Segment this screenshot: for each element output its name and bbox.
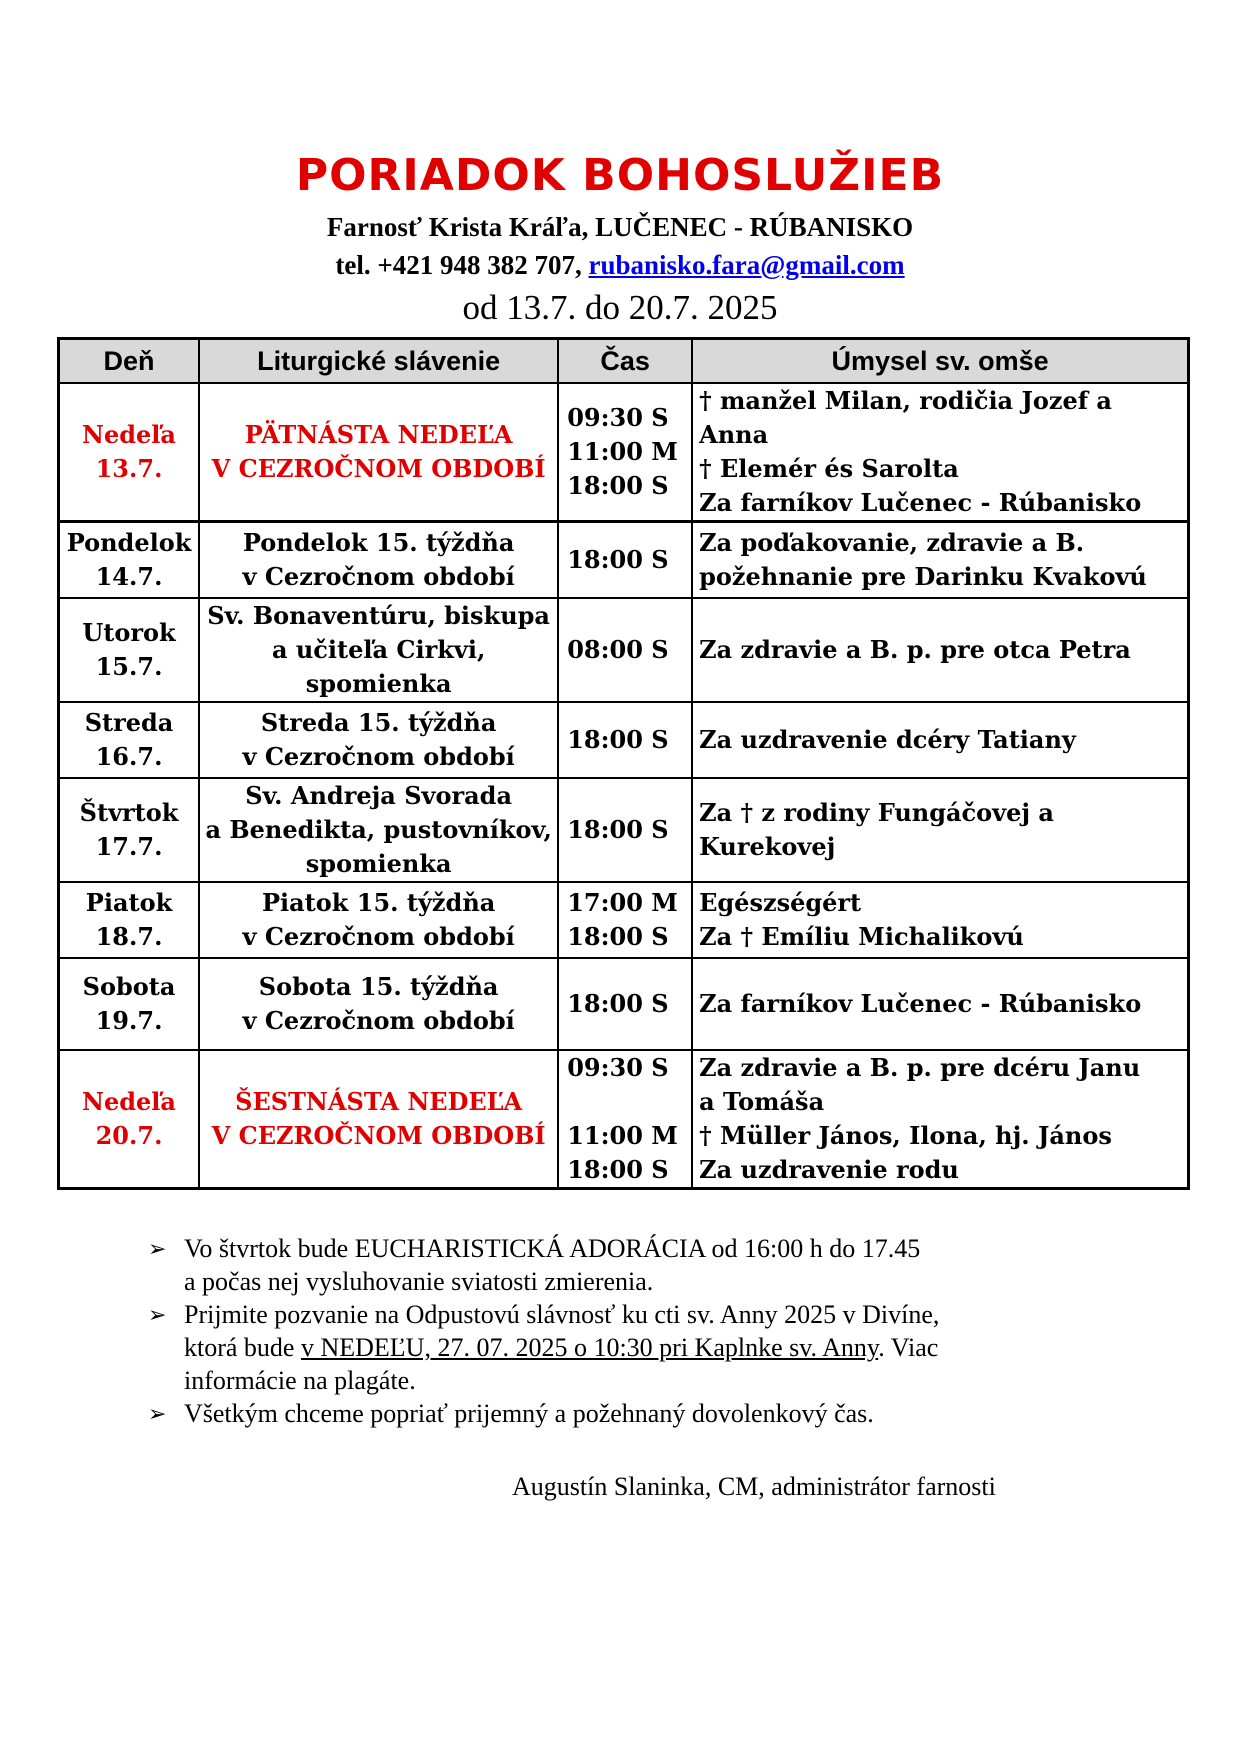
day-cell xyxy=(59,383,200,522)
mass-time: 09:30 S xyxy=(567,1052,669,1082)
contact-line xyxy=(0,250,1240,281)
day-date: 16.7. xyxy=(95,741,163,771)
liturgy-cell xyxy=(199,778,558,882)
mass-time: 18:00 S xyxy=(567,544,669,574)
note-text-line xyxy=(184,1331,1078,1364)
liturgy-line: v Cezročnom období xyxy=(242,921,515,951)
liturgy-cell xyxy=(199,1050,558,1189)
day-name: Streda xyxy=(84,707,174,737)
intention-line: Za farníkov Lučenec - Rúbanisko xyxy=(699,988,1142,1018)
intention-line: Kurekovej xyxy=(699,831,836,861)
intention-line: † manžel Milan, rodičia Jozef a Anna xyxy=(699,386,1112,449)
note-text: . Viac xyxy=(878,1333,939,1362)
phone-number: tel. +421 948 382 707, xyxy=(335,250,582,280)
day-date: 18.7. xyxy=(95,921,163,951)
note-text: ktorá bude xyxy=(184,1333,301,1362)
page-title: PORIADOK BOHOSLUŽIEB xyxy=(295,150,945,201)
header-liturgy: Liturgické slávenie xyxy=(199,339,558,384)
date-range: od 13.7. do 20.7. 2025 xyxy=(462,288,778,327)
day-cell xyxy=(59,1050,200,1189)
day-name: Piatok xyxy=(85,887,173,917)
day-date: 19.7. xyxy=(95,1005,163,1035)
day-name: Utorok xyxy=(82,617,176,647)
intention-line: Za † z rodiny Fungáčovej a xyxy=(699,797,1054,827)
liturgy-line: ŠESTNÁSTA NEDEĽA xyxy=(235,1086,523,1116)
intention-line: † Elemér és Sarolta xyxy=(699,454,959,483)
time-cell xyxy=(558,702,692,778)
liturgy-line: v Cezročnom období xyxy=(242,561,515,591)
table-row xyxy=(59,598,1189,702)
schedule-table xyxy=(57,337,1190,1190)
note-text: a počas nej vysluhovanie sviatosti zmierenia. xyxy=(184,1267,654,1296)
note-text: Prijmite pozvanie na Odpustovú slávnosť ku cti sv. Anny 2025 v Divíne, xyxy=(184,1300,940,1329)
time-cell xyxy=(558,778,692,882)
signature: Augustín Slaninka, CM, administrátor farnosti xyxy=(512,1472,996,1501)
arrow-bullet-icon: ➢ xyxy=(148,1401,167,1426)
liturgy-line: Pondelok 15. týždňa xyxy=(242,527,515,557)
parish-name: Farnosť Krista Kráľa, LUČENEC - RÚBANISKO xyxy=(326,212,914,242)
liturgy-line: V CEZROČNOM OBDOBÍ xyxy=(211,1120,546,1150)
intention-cell xyxy=(692,522,1188,598)
liturgy-cell xyxy=(199,882,558,958)
note-text: informácie na plagáte. xyxy=(184,1366,416,1395)
day-cell xyxy=(59,522,200,598)
day-date: 20.7. xyxy=(95,1120,163,1150)
day-cell xyxy=(59,702,200,778)
note-text: Vo štvrtok bude EUCHARISTICKÁ ADORÁCIA od 16:00 h do 17.45 xyxy=(184,1234,921,1263)
announcement-pilgrimage xyxy=(148,1298,1078,1397)
day-date: 17.7. xyxy=(95,831,163,861)
schedule-body xyxy=(59,383,1189,1188)
day-name: Nedeľa xyxy=(82,1086,176,1116)
header-intention: Úmysel sv. omše xyxy=(692,339,1188,384)
liturgy-line: Sobota 15. týždňa xyxy=(258,971,499,1001)
table-row xyxy=(59,958,1189,1050)
mass-time: 18:00 S xyxy=(567,471,669,500)
liturgy-line: V CEZROČNOM OBDOBÍ xyxy=(211,454,546,483)
liturgy-line: v Cezročnom období xyxy=(242,1005,515,1035)
day-name: Nedeľa xyxy=(82,420,176,449)
day-name: Štvrtok xyxy=(79,797,179,827)
liturgy-cell xyxy=(199,958,558,1050)
day-cell xyxy=(59,598,200,702)
table-row xyxy=(59,882,1189,958)
intention-line: † Müller János, Ilona, hj. János xyxy=(699,1120,1112,1150)
intention-line: Za zdravie a B. p. pre otca Petra xyxy=(699,634,1131,664)
liturgy-line: v Cezročnom období xyxy=(242,741,515,771)
liturgy-cell xyxy=(199,383,558,522)
header-day: Deň xyxy=(59,339,200,384)
announcement-adoration xyxy=(148,1232,1078,1298)
liturgy-line: spomienka xyxy=(305,848,452,878)
arrow-bullet-icon: ➢ xyxy=(148,1302,167,1327)
time-cell xyxy=(558,522,692,598)
liturgy-cell xyxy=(199,598,558,702)
intention-cell xyxy=(692,958,1188,1050)
table-row xyxy=(59,778,1189,882)
mass-time xyxy=(567,1085,687,1119)
table-row xyxy=(59,702,1189,778)
intention-line: a Tomáša xyxy=(699,1086,825,1116)
mass-time: 18:00 S xyxy=(567,724,669,754)
mass-time: 18:00 S xyxy=(567,1154,669,1184)
announcement-holiday xyxy=(148,1397,1078,1430)
intention-line: Za † Emíliu Michalikovú xyxy=(699,921,1024,951)
announcements xyxy=(148,1232,1078,1430)
table-header-row xyxy=(59,339,1189,384)
email-link[interactable]: rubanisko.fara@gmail.com xyxy=(588,250,905,280)
header-time: Čas xyxy=(558,339,692,384)
mass-time: 18:00 S xyxy=(567,988,669,1018)
intention-cell xyxy=(692,1050,1188,1189)
liturgy-line: Piatok 15. týždňa xyxy=(261,887,496,917)
intention-cell xyxy=(692,598,1188,702)
liturgy-line: Streda 15. týždňa xyxy=(260,707,497,737)
day-date: 15.7. xyxy=(95,651,163,681)
mass-time: 17:00 M xyxy=(567,887,678,917)
day-cell xyxy=(59,778,200,882)
time-cell xyxy=(558,882,692,958)
intention-cell xyxy=(692,383,1188,522)
mass-time: 11:00 M xyxy=(567,1120,678,1150)
day-name: Sobota xyxy=(82,971,176,1001)
time-cell xyxy=(558,958,692,1050)
arrow-bullet-icon: ➢ xyxy=(148,1236,167,1261)
day-date: 13.7. xyxy=(95,454,163,483)
liturgy-cell xyxy=(199,522,558,598)
mass-time: 18:00 S xyxy=(567,814,669,844)
liturgy-line: PÄTNÁSTA NEDEĽA xyxy=(244,420,513,449)
mass-time: 09:30 S xyxy=(567,403,669,432)
time-cell xyxy=(558,598,692,702)
day-cell xyxy=(59,958,200,1050)
intention-line: Za uzdravenie dcéry Tatiany xyxy=(699,724,1076,754)
liturgy-line: spomienka xyxy=(305,668,452,698)
intention-line: Za farníkov Lučenec - Rúbanisko xyxy=(699,488,1142,517)
table-row xyxy=(59,1050,1189,1189)
intention-line: Za poďakovanie, zdravie a B. xyxy=(699,527,1085,557)
intention-line: Egészségért xyxy=(699,887,862,917)
table-row xyxy=(59,383,1189,522)
time-cell xyxy=(558,383,692,522)
liturgy-cell xyxy=(199,702,558,778)
note-text: Všetkým chceme popriať prijemný a požehnaný dovolenkový čas. xyxy=(184,1399,874,1428)
day-name: Pondelok xyxy=(66,527,192,557)
liturgy-line: Sv. Andreja Svorada xyxy=(245,780,513,810)
time-cell xyxy=(558,1050,692,1189)
liturgy-line: a učiteľa Cirkvi, xyxy=(271,634,486,664)
mass-time: 08:00 S xyxy=(567,634,669,664)
intention-cell xyxy=(692,778,1188,882)
mass-time: 11:00 M xyxy=(567,437,678,466)
day-date: 14.7. xyxy=(95,561,163,591)
intention-line: Za uzdravenie rodu xyxy=(699,1154,959,1184)
mass-time: 18:00 S xyxy=(567,921,669,951)
day-cell xyxy=(59,882,200,958)
intention-cell xyxy=(692,702,1188,778)
note-underlined-date: v NEDEĽU, 27. 07. 2025 o 10:30 pri Kaplnke sv. Anny xyxy=(300,1333,879,1362)
intention-line: požehnanie pre Darinku Kvakovú xyxy=(699,561,1147,591)
intention-line: Za zdravie a B. p. pre dcéru Janu xyxy=(699,1052,1141,1082)
intention-cell xyxy=(692,882,1188,958)
liturgy-line: a Benedikta, pustovníkov, xyxy=(205,814,552,844)
table-row xyxy=(59,522,1189,598)
liturgy-line: Sv. Bonaventúru, biskupa xyxy=(207,600,550,630)
